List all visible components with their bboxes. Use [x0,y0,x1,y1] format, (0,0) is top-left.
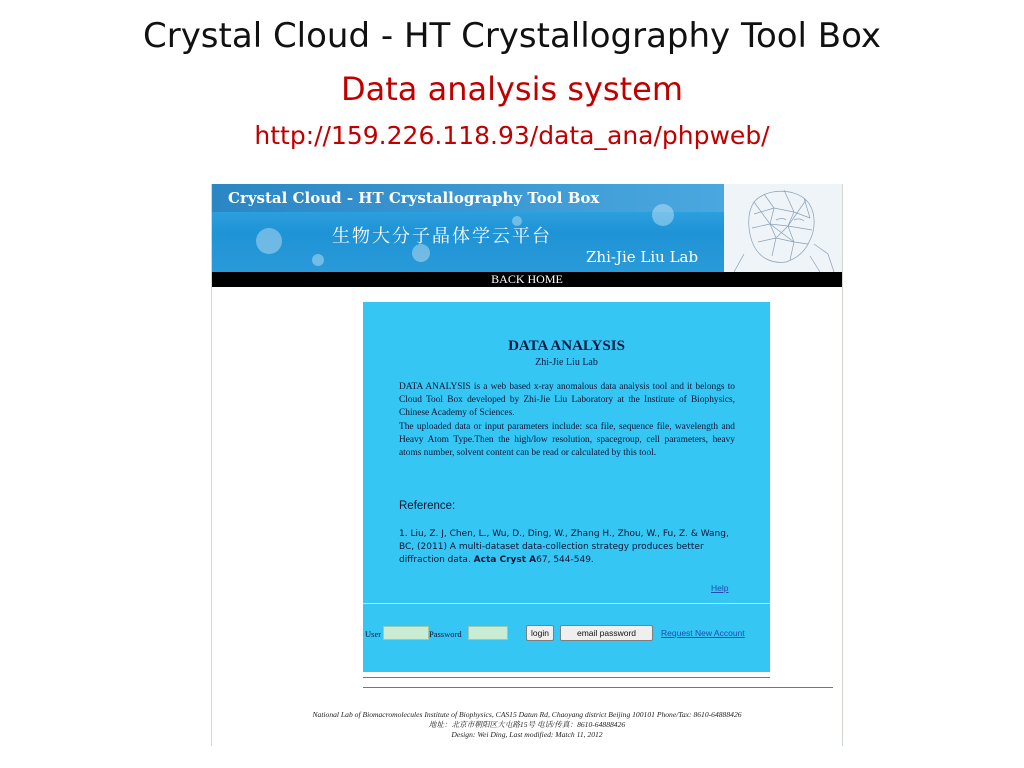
help-link[interactable]: Help [711,583,729,593]
panel-subheading: Zhi-Jie Liu Lab [535,357,598,368]
banner-chinese-title: 生物大分子晶体学云平台 [332,226,552,247]
back-home-link[interactable]: BACK HOME [212,272,842,287]
slide-subtitle: Data analysis system [341,70,683,108]
email-password-button[interactable]: email password [560,625,653,641]
slide-title: Crystal Cloud - HT Crystallography Tool Box [142,16,882,56]
webpage-screenshot [211,184,843,746]
data-analysis-panel [363,302,770,672]
banner-decor-dot [652,204,674,226]
reference-text [399,528,739,567]
user-input[interactable] [383,626,429,640]
page-footer [212,710,842,740]
site-banner [212,184,842,272]
reference-title: Reference: [399,500,456,512]
divider-line [363,677,770,678]
login-button[interactable]: login [526,625,554,641]
login-form [363,624,770,642]
panel-description [399,381,735,460]
footer-address-cn: 地址：北京市朝阳区大屯路15号 电话/传真：8610-64888426 [428,720,626,729]
banner-decor-dot [312,254,324,266]
footer-address-en: National Lab of Biomacromolecules Institute of Biophysics, CAS15 Datun Rd, Chaoyang district Beijing 100101 Phone/Tax: 8610-64888426 [312,710,742,719]
reference-citation: 1. Liu, Z. J, Chen, L., Wu, D., Ding, W., Zhang H., Zhou, W., Fu, Z. & Wang, BC, (2011) A multi-dataset data-collection strategy produces better diffraction data. [399,529,729,565]
description-paragraph-1: DATA ANALYSIS is a web based x-ray anomalous data analysis tool and it belongs to Cloud Tool Box developed by Zhi-Jie Liu Laboratory at the Institute of Biophysics, Chinese Academy of Sciences. [399,382,735,419]
panel-divider [363,603,770,604]
divider-line [363,687,833,688]
password-label: Password [429,629,462,639]
panel-heading: DATA ANALYSIS [508,338,625,354]
reference-journal: Acta Cryst A [473,555,537,565]
request-new-account-link[interactable]: Request New Account [661,628,745,638]
banner-lab-name: Zhi-Jie Liu Lab [586,248,699,266]
portrait-line-art-icon [724,184,842,272]
footer-credits: Design: Wei Ding, Last modified: Match 11, 2012 [451,730,603,739]
user-label: User [365,629,382,639]
description-paragraph-2: The uploaded data or input parameters include: sca file, sequence file, wavelength and Heavy Atom Type.Then the high/low resolution, spacegroup, cell parameters, heavy atoms number, solvent content can be read or calculated by this tool. [399,421,735,459]
reference-pages: 67, 544-549. [536,555,594,565]
slide-url: http://159.226.118.93/data_ana/phpweb/ [254,121,770,150]
banner-title: Crystal Cloud - HT Crystallography Tool Box [228,189,600,207]
password-input[interactable] [468,626,508,640]
banner-decor-dot [256,228,282,254]
